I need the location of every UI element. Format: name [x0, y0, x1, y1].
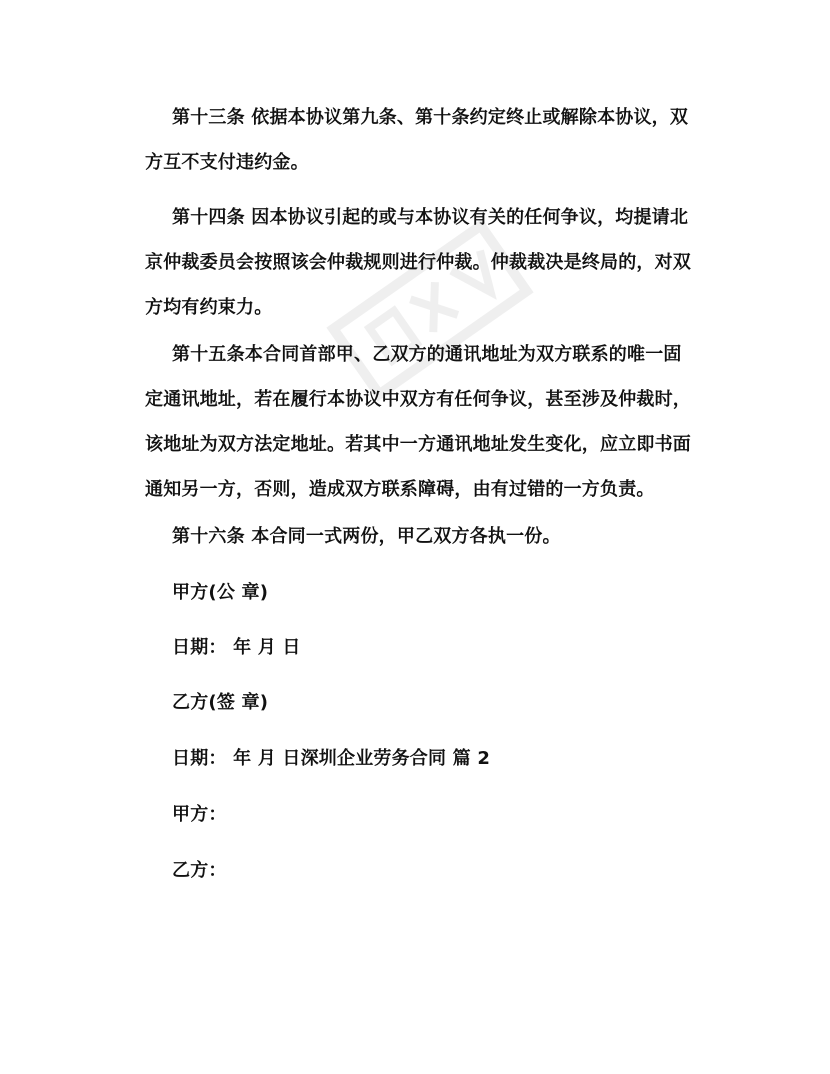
article-13-line-2: 方互不支付违约金。 [145, 152, 309, 173]
date-b-text: 日期： 年 月 日深圳企业劳务合同 篇 2 [172, 748, 491, 769]
date-a [172, 625, 712, 670]
article-15-line-2: 定通讯地址，若在履行本协议中双方有任何争议，甚至涉及仲裁时， [145, 389, 691, 410]
party-b [172, 848, 712, 893]
party-a [172, 792, 712, 837]
article-16-line-1: 第十六条 本合同一式两份，甲乙双方各执一份。 [172, 526, 561, 547]
date-a-text: 日期： 年 月 日 [172, 637, 301, 658]
article-15-line-1: 第十五条本合同首部甲、乙双方的通讯地址为双方联系的唯一固 [172, 344, 682, 365]
party-a-seal-text: 甲方(公 章) [172, 582, 269, 603]
article-13-line-1: 第十三条 依据本协议第九条、第十条约定终止或解除本协议，双 [172, 107, 689, 128]
date-b-and-heading [172, 736, 712, 781]
party-b-text: 乙方： [172, 860, 227, 881]
article-15 [145, 332, 712, 512]
party-a-text: 甲方： [172, 804, 227, 825]
article-14-line-2: 京仲裁委员会按照该会仲裁规则进行仲裁。仲裁裁决是终局的，对双 [145, 252, 691, 273]
article-15-line-4: 通知另一方，否则，造成双方联系障碍，由有过错的一方负责。 [145, 479, 655, 500]
article-15-line-3: 该地址为双方法定地址。若其中一方通讯地址发生变化，应立即书面 [145, 434, 691, 455]
article-14-line-3: 方均有约束力。 [145, 297, 273, 318]
article-16 [172, 514, 712, 559]
article-14-line-1: 第十四条 因本协议引起的或与本协议有关的任何争议，均提请北 [172, 207, 689, 228]
article-14 [145, 195, 712, 330]
party-b-seal [172, 680, 712, 725]
party-b-seal-text: 乙方(签 章) [172, 692, 269, 713]
article-13 [145, 95, 712, 185]
party-a-seal [172, 570, 712, 615]
